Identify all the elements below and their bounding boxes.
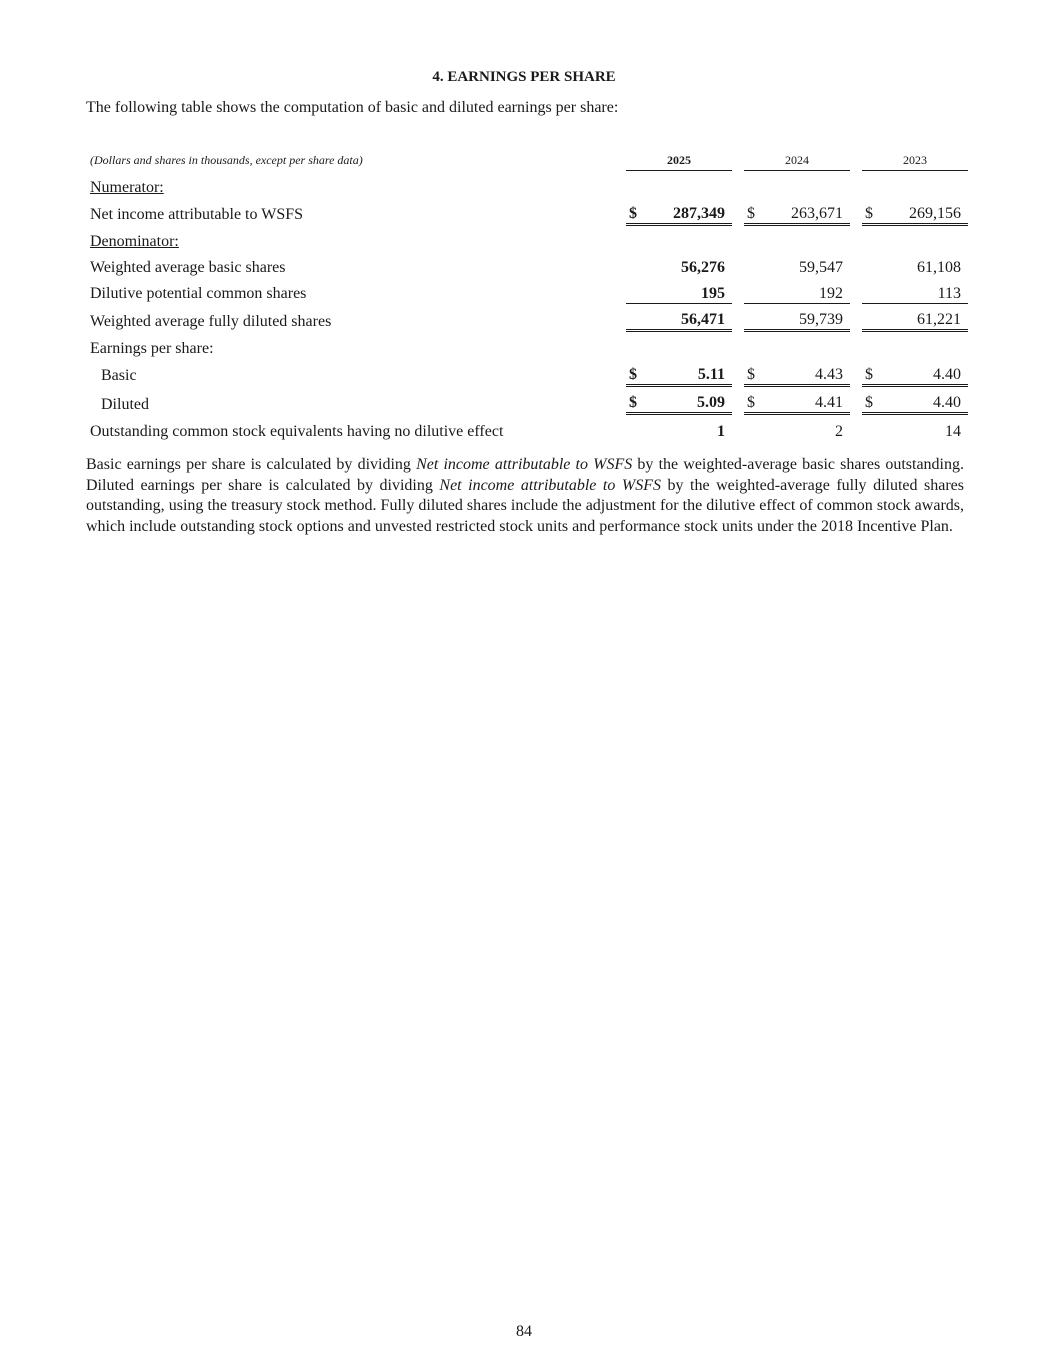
value-2024: 2 [835, 423, 843, 441]
value-2023: 14 [945, 423, 961, 441]
value-2023: 61,221 [880, 303, 968, 331]
table-row [86, 251, 968, 277]
table-row [86, 171, 968, 197]
row-label: Weighted average basic shares [90, 258, 286, 276]
intro-text: The following table shows the computation of basic and diluted earnings per share: [86, 99, 619, 116]
value-2023: 113 [880, 277, 968, 303]
value-2024: 4.41 [762, 385, 850, 414]
eps-explanation-paragraph [86, 455, 964, 537]
value-2025: 56,471 [644, 303, 732, 331]
value-2025: 5.09 [644, 385, 732, 414]
value-2024: 59,547 [799, 258, 843, 276]
currency-symbol: $ [744, 385, 762, 414]
table-row [86, 385, 968, 414]
table-row [86, 277, 968, 303]
table-row [86, 331, 968, 358]
currency-symbol: $ [626, 385, 644, 414]
section-title: 4. EARNINGS PER SHARE [432, 69, 616, 85]
numerator-heading: Numerator: [90, 178, 164, 196]
row-label: Net income attributable to WSFS [90, 206, 304, 224]
eps-table [86, 142, 968, 441]
paragraph-italic-term: Net income attributable to WSFS [439, 476, 661, 494]
currency-symbol: $ [862, 385, 880, 414]
paragraph-text: Basic earnings per share is calculated by dividing [86, 456, 417, 473]
currency-symbol: $ [744, 197, 762, 224]
year-header-2024: 2024 [744, 142, 850, 171]
value-2023: 4.40 [880, 358, 968, 385]
denominator-heading: Denominator: [90, 233, 179, 251]
value-2023: 61,108 [917, 258, 961, 276]
value-2024: 59,739 [762, 303, 850, 331]
year-header-2023: 2023 [862, 142, 968, 171]
value-2023: 4.40 [880, 385, 968, 414]
value-2025: 287,349 [644, 197, 732, 224]
value-2024: 192 [762, 277, 850, 303]
currency-symbol: $ [744, 358, 762, 385]
row-label: Dilutive potential common shares [90, 285, 307, 303]
row-label: Diluted [101, 395, 149, 413]
currency-symbol: $ [626, 197, 644, 224]
paragraph-text: by the weighted-average basic shares outstanding. Diluted earnings per share is calculated by dividing [86, 456, 964, 494]
table-header-row [86, 142, 968, 171]
table-row [86, 224, 968, 251]
row-label: Basic [101, 367, 137, 385]
value-2025: 56,276 [681, 258, 725, 276]
value-2025: 5.11 [644, 358, 732, 385]
currency-symbol: $ [862, 358, 880, 385]
table-row [86, 197, 968, 224]
table-note: (Dollars and shares in thousands, except per share data) [90, 152, 363, 167]
paragraph-text: by the weighted-average fully diluted shares outstanding, using the treasury stock method. Fully diluted shares include the adjustment for the dilutive effect of common stock awards, which include outstanding stock options and unvested restricted stock units and performance stock units under the 2018 Incentive Plan. [86, 476, 965, 535]
value-2024: 263,671 [762, 197, 850, 224]
table-row [86, 303, 968, 331]
row-label: Outstanding common stock equivalents having no dilutive effect [90, 423, 504, 441]
page-number: 84 [516, 1323, 532, 1340]
row-label: Weighted average fully diluted shares [90, 312, 332, 330]
eps-heading: Earnings per share: [90, 340, 214, 357]
value-2025: 1 [717, 423, 725, 441]
currency-symbol: $ [862, 197, 880, 224]
table-row [86, 414, 968, 441]
year-header-2025: 2025 [626, 142, 732, 171]
value-2025: 195 [644, 277, 732, 303]
value-2023: 269,156 [880, 197, 968, 224]
paragraph-italic-term: Net income attributable to WSFS [416, 456, 633, 473]
currency-symbol: $ [626, 358, 644, 385]
table-row [86, 358, 968, 385]
value-2024: 4.43 [762, 358, 850, 385]
